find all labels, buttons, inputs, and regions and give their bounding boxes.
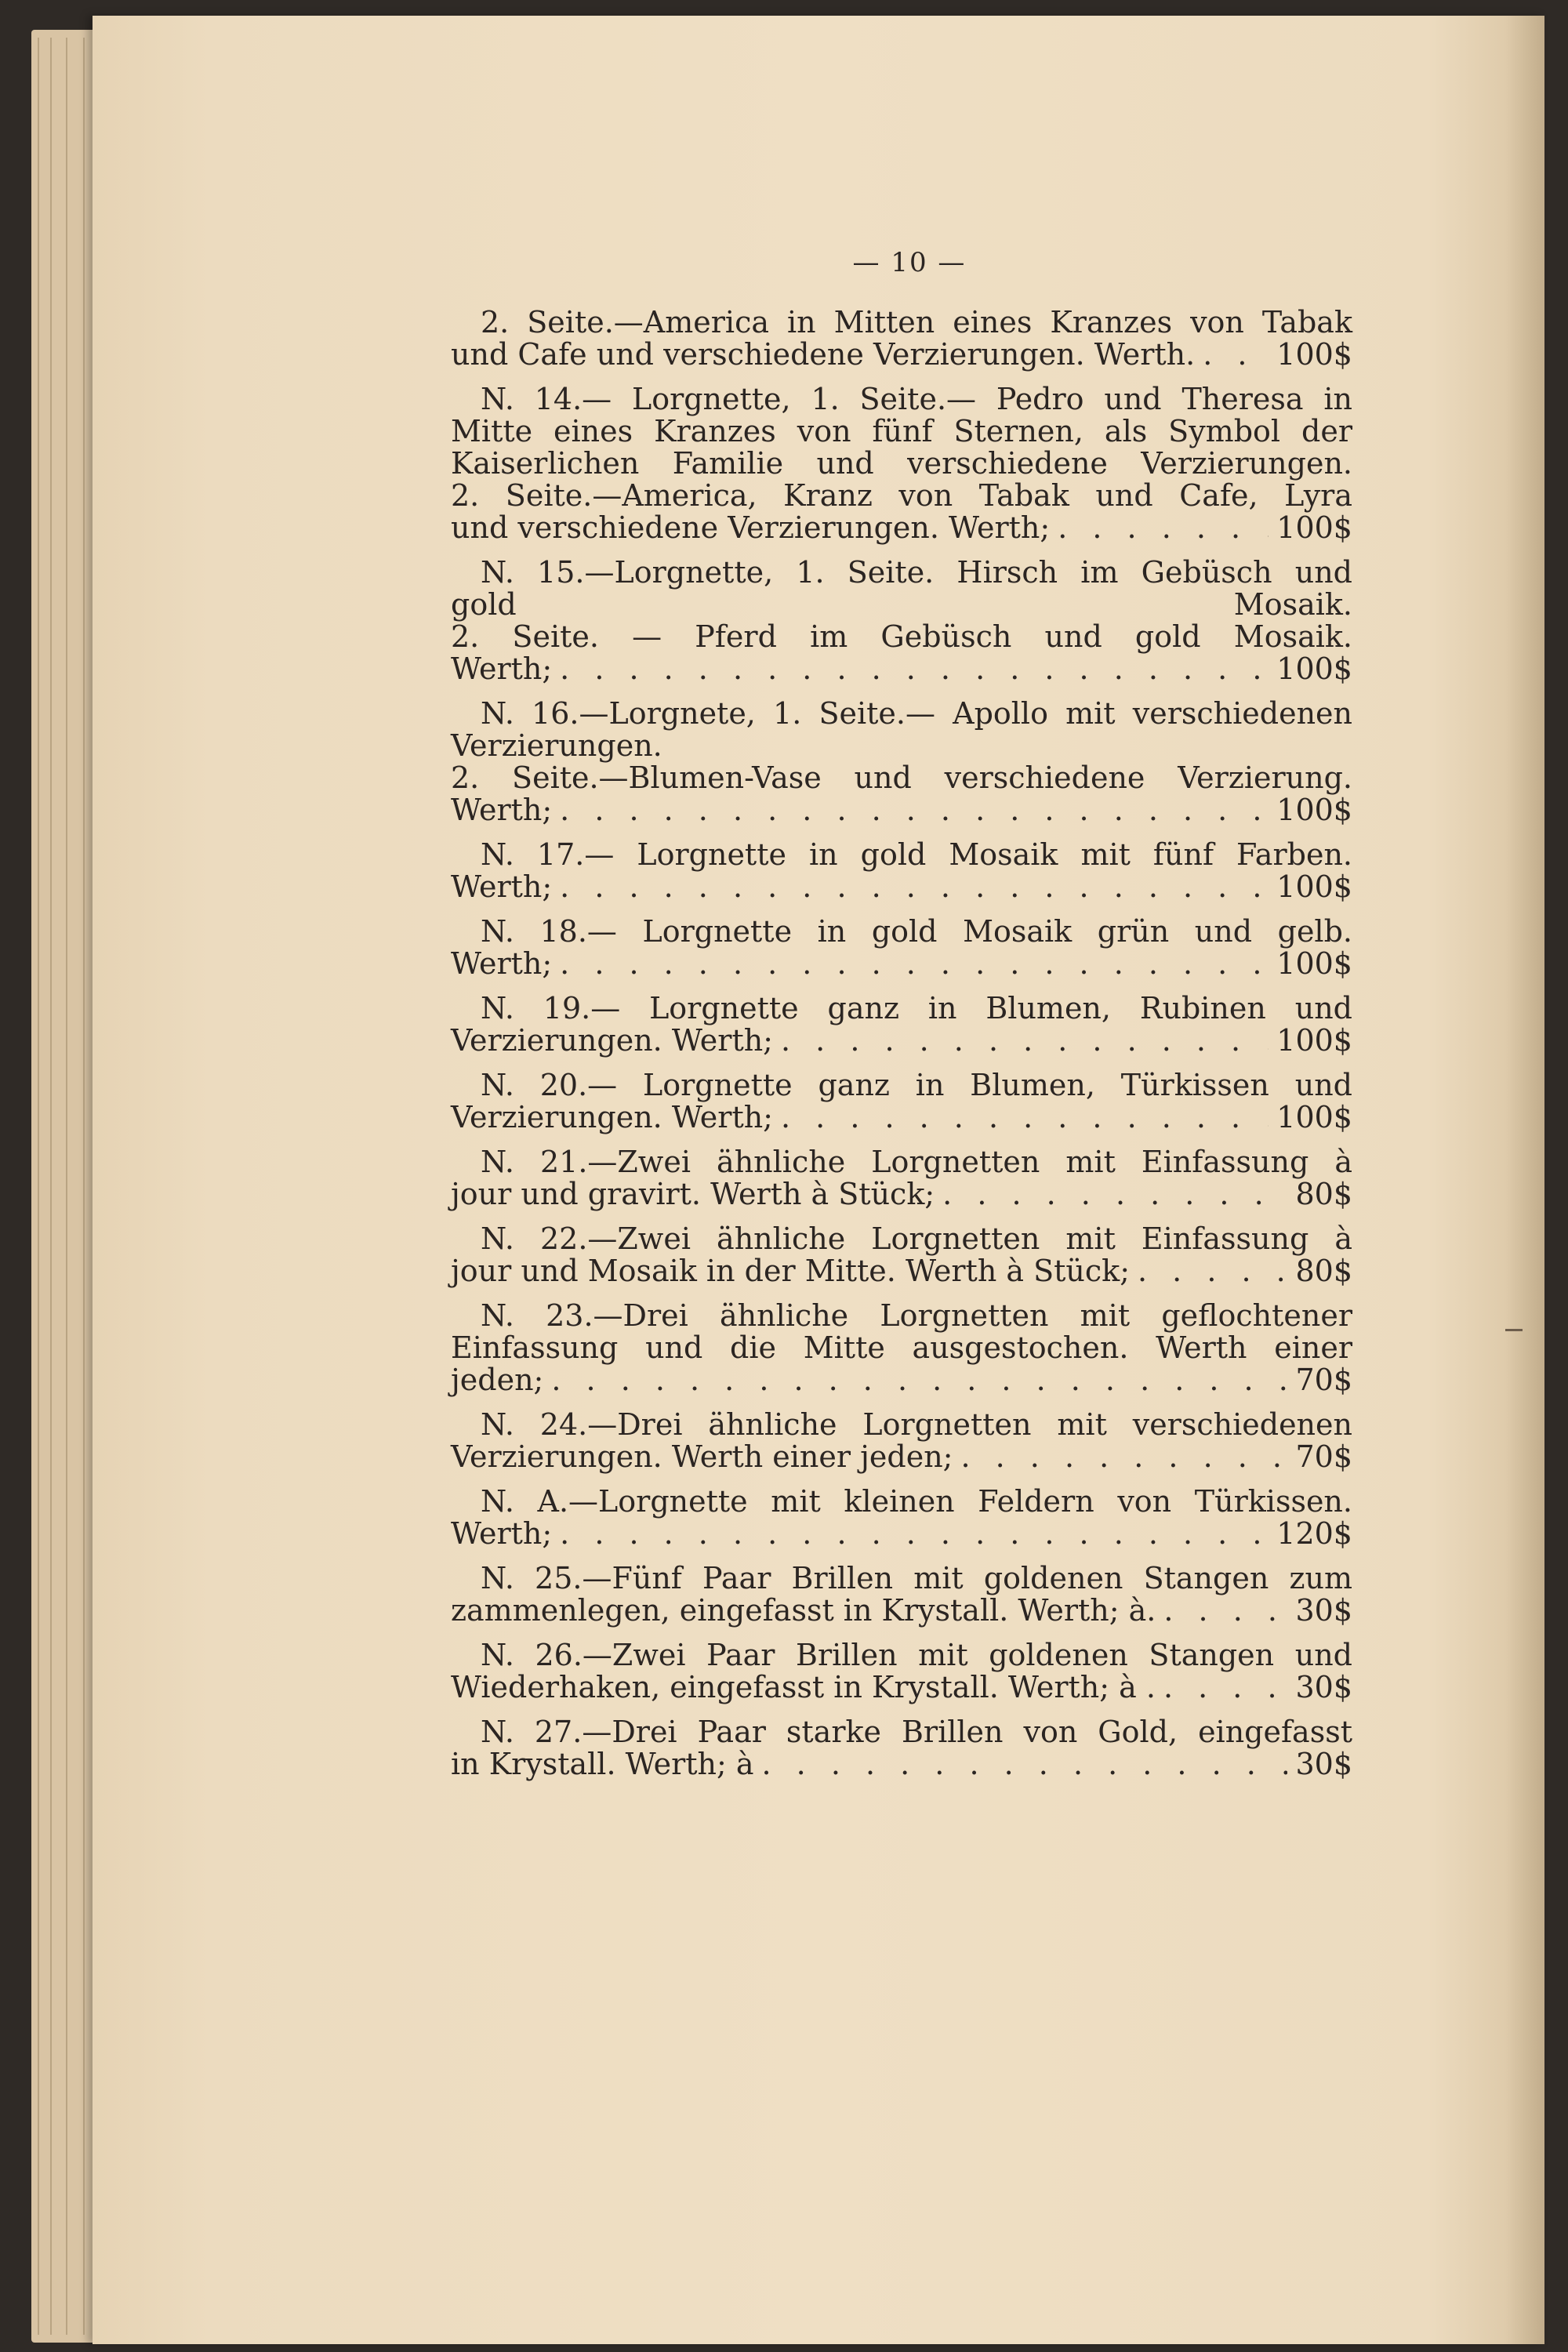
entry-line: 2. Seite.—America, Kranz von Tabak und Cafe, Lyra	[451, 478, 1352, 513]
price-line	[451, 948, 1352, 980]
dot-leader	[543, 1364, 1287, 1396]
entry-line: Verzierungen.	[451, 728, 662, 763]
price-line-text: Wiederhaken, eingefasst in Krystall. Werth; à .	[451, 1670, 1156, 1704]
catalog-entry	[451, 993, 1352, 1057]
price-line-text: Verzierungen. Werth;	[451, 1100, 773, 1134]
catalog-entry	[451, 307, 1352, 371]
catalog-entry	[451, 557, 1352, 685]
entry-line: N. 18.— Lorgnette in gold Mosaik grün und gelb.	[481, 914, 1352, 949]
price-value: 100$	[1276, 337, 1352, 372]
page-edge	[83, 38, 85, 2335]
price-value: 80$	[1295, 1254, 1352, 1288]
catalog-entry	[451, 1486, 1352, 1550]
catalog-entry	[451, 916, 1352, 980]
catalog-entry	[451, 839, 1352, 903]
dot-leader	[552, 871, 1269, 903]
price-line-text: jour und Mosaik in der Mitte. Werth à Stück;	[451, 1254, 1131, 1288]
entry-line: Einfassung und die Mitte ausgestochen. Werth einer	[451, 1330, 1352, 1365]
price-line	[451, 1178, 1352, 1210]
catalog-entry	[451, 1223, 1352, 1287]
dot-leader	[1156, 1595, 1287, 1627]
page-edge	[66, 38, 67, 2335]
dot-leader	[773, 1102, 1269, 1134]
entry-line: N. 26.—Zwei Paar Brillen mit goldenen Stangen und	[481, 1638, 1352, 1672]
dot-leader	[754, 1748, 1288, 1780]
price-line	[451, 1595, 1352, 1627]
entry-line: N. 24.—Drei ähnliche Lorgnetten mit verschiedenen	[481, 1407, 1352, 1442]
page-edge	[38, 38, 39, 2335]
price-value: 70$	[1295, 1363, 1352, 1397]
catalog-entry	[451, 1069, 1352, 1134]
dot-leader	[953, 1441, 1287, 1473]
dot-leader	[1156, 1671, 1288, 1704]
price-value: 100$	[1276, 793, 1352, 827]
entry-line: N. 25.—Fünf Paar Brillen mit goldenen Stangen zum	[481, 1561, 1352, 1595]
price-line	[451, 1518, 1352, 1550]
dot-leader	[552, 1518, 1269, 1550]
dot-leader	[935, 1178, 1287, 1210]
entry-line: N. 21.—Zwei ähnliche Lorgnetten mit Einfassung à	[481, 1145, 1352, 1179]
price-value: 100$	[1276, 652, 1352, 686]
price-value: 120$	[1276, 1516, 1352, 1551]
price-line-text: Verzierungen. Werth;	[451, 1023, 773, 1058]
page-text	[451, 247, 1352, 1793]
dot-leader	[552, 948, 1269, 980]
page-edge	[50, 38, 52, 2335]
price-line	[451, 339, 1352, 371]
catalog-entry	[451, 1563, 1352, 1627]
price-value: 100$	[1276, 1100, 1352, 1134]
price-value: 100$	[1276, 1023, 1352, 1058]
dot-leader	[1195, 339, 1269, 371]
entry-line: N. 20.— Lorgnette ganz in Blumen, Türkissen und	[481, 1068, 1352, 1102]
dot-leader	[773, 1025, 1269, 1057]
entry-line: Mitte eines Kranzes von fünf Sternen, als Symbol der	[451, 414, 1352, 448]
price-line-text: jour und gravirt. Werth à Stück;	[451, 1177, 935, 1211]
page-gutter-shadow	[1505, 16, 1544, 2344]
price-value: 100$	[1276, 946, 1352, 981]
price-value: 100$	[1276, 510, 1352, 545]
dot-leader	[552, 794, 1269, 826]
price-line-text: und verschiedene Verzierungen. Werth;	[451, 510, 1051, 545]
price-value: 80$	[1295, 1177, 1352, 1211]
price-line-text: jeden;	[451, 1363, 544, 1397]
entry-line: N. 17.— Lorgnette in gold Mosaik mit fünf Farben.	[481, 837, 1352, 872]
price-line	[451, 1255, 1352, 1287]
price-value: 30$	[1295, 1670, 1352, 1704]
price-line	[451, 794, 1352, 826]
price-line-text: Werth;	[451, 652, 553, 686]
price-line	[451, 653, 1352, 685]
catalog-entry	[451, 1639, 1352, 1704]
catalog-entry	[451, 1146, 1352, 1210]
entry-line: N. 15.—Lorgnette, 1. Seite. Hirsch im Gebüsch und	[481, 555, 1352, 590]
price-line	[451, 512, 1352, 544]
entry-line: N. 16.—Lorgnete, 1. Seite.— Apollo mit verschiedenen	[481, 696, 1352, 731]
price-line	[451, 1102, 1352, 1134]
price-line-text: Werth;	[451, 869, 553, 904]
entry-line: 2. Seite. — Pferd im Gebüsch und gold Mosaik.	[451, 619, 1352, 654]
entry-line: Kaiserlichen Familie und verschiedene Verzierungen.	[451, 446, 1352, 481]
dot-leader	[1050, 512, 1269, 544]
price-line	[451, 1748, 1352, 1780]
catalog-entry	[451, 1716, 1352, 1780]
catalog-entry	[451, 1409, 1352, 1473]
price-line-text: Werth;	[451, 946, 553, 981]
entry-line: N. A.—Lorgnette mit kleinen Feldern von Türkissen.	[481, 1484, 1352, 1519]
price-value: 100$	[1276, 869, 1352, 904]
price-line	[451, 871, 1352, 903]
catalog-entry	[451, 1300, 1352, 1396]
dot-leader	[552, 653, 1269, 685]
price-value: 30$	[1295, 1747, 1352, 1781]
price-line	[451, 1671, 1352, 1704]
catalog-entry	[451, 383, 1352, 544]
entry-line: gold Mosaik.	[451, 587, 1352, 622]
price-line-text: Verzierungen. Werth einer jeden;	[451, 1439, 953, 1474]
entry-line: 2. Seite.—Blumen-Vase und verschiedene Verzierung.	[451, 760, 1352, 795]
price-line-text: zammenlegen, eingefasst in Krystall. Werth; à.	[451, 1593, 1156, 1628]
price-line	[451, 1025, 1352, 1057]
dot-leader	[1130, 1255, 1287, 1287]
entry-line: N. 22.—Zwei ähnliche Lorgnetten mit Einfassung à	[481, 1221, 1352, 1256]
entry-line: 2. Seite.—America in Mitten eines Kranzes von Tabak	[481, 305, 1352, 339]
price-line-text: und Cafe und verschiedene Verzierungen. Werth.	[451, 337, 1196, 372]
entry-line: N. 27.—Drei Paar starke Brillen von Gold, eingefasst	[481, 1715, 1352, 1749]
entry-line: N. 23.—Drei ähnliche Lorgnetten mit geflochtener	[481, 1298, 1352, 1333]
price-line-text: Werth;	[451, 793, 553, 827]
price-value: 70$	[1295, 1439, 1352, 1474]
entry-line: N. 14.— Lorgnette, 1. Seite.— Pedro und Theresa in	[481, 382, 1352, 416]
catalog-entry	[451, 698, 1352, 826]
entry-list	[451, 307, 1352, 1780]
margin-mark	[1505, 1329, 1523, 1331]
price-line	[451, 1441, 1352, 1473]
entry-line: N. 19.— Lorgnette ganz in Blumen, Rubinen und	[481, 991, 1352, 1025]
price-line	[451, 1364, 1352, 1396]
price-line-text: in Krystall. Werth; à	[451, 1747, 754, 1781]
page-number: — 10 —	[852, 247, 967, 278]
price-line-text: Werth;	[451, 1516, 553, 1551]
price-value: 30$	[1295, 1593, 1352, 1628]
